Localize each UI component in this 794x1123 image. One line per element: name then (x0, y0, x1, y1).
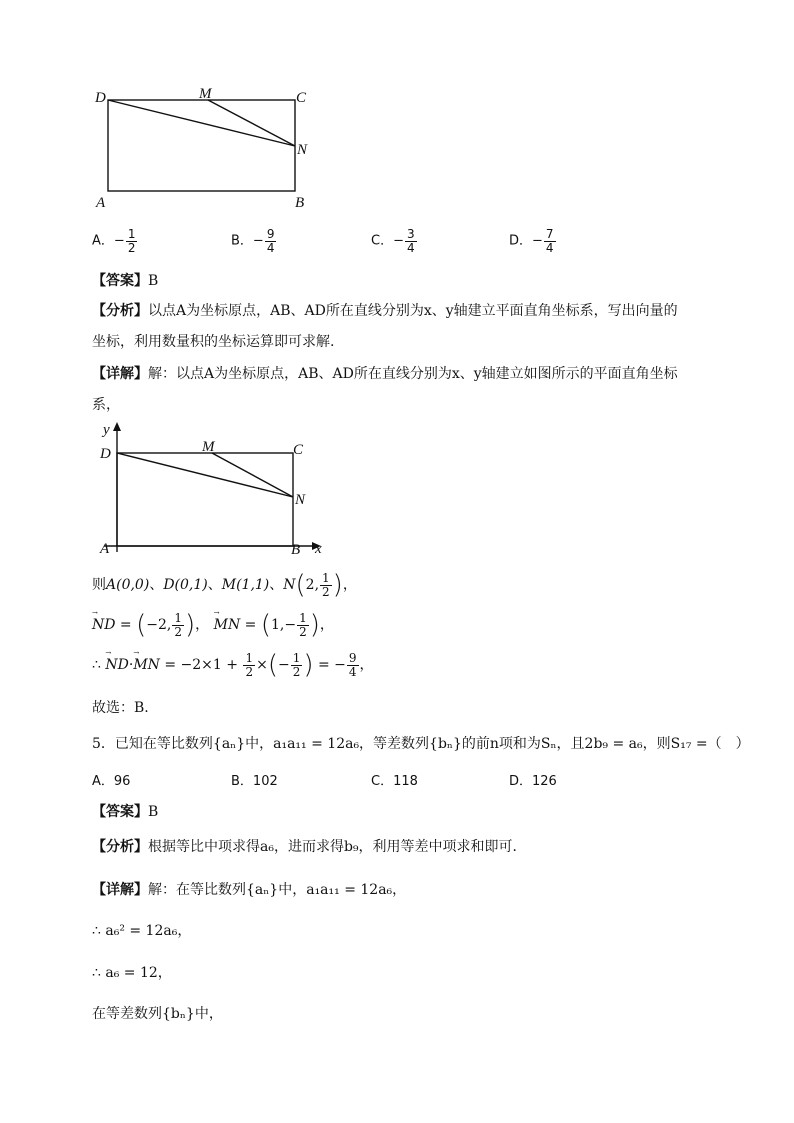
q4-answer: 【答案】B (92, 273, 159, 289)
label-d: D (95, 90, 106, 106)
q5-option-b: B．102 (231, 774, 278, 789)
point-coordinates: 则A(0,0)、D(0,1)、M(1,1)、N(2, $\frac{1}{2}$ )， (92, 570, 357, 600)
q4-option-b: B．− $\frac{9}{4}$ (231, 227, 275, 255)
rect-abcd (108, 100, 295, 191)
segment-dn (108, 100, 295, 146)
label-y: y (103, 422, 110, 438)
rect-abcd-2 (117, 453, 293, 546)
label-b-2: B (291, 542, 301, 558)
q5-option-c: C．118 (371, 774, 418, 789)
segment-dn-2 (117, 453, 293, 497)
q4-option-d: D．− $\frac{7}{4}$ (509, 227, 554, 255)
q5-question: 5．已知在等比数列{aₙ}中，a₁a₁₁ = 12a₆，等差数列{bₙ}的前n项和为Sₙ，且2b₉ = a₆，则S₁₇ =（ ） (92, 736, 750, 752)
q4-option-c: C．− $\frac{3}{4}$ (371, 227, 415, 255)
label-c: C (296, 90, 307, 106)
y-axis-arrow (113, 422, 121, 431)
q4-conclusion: 故选：B. (92, 700, 149, 716)
q4-detail-line1: 【详解】解：以点A为坐标原点，AB、AD所在直线分别为x、y轴建立如图所示的平面直角坐标 (92, 366, 678, 382)
q5-analysis: 【分析】根据等比中项求得a₆，进而求得b₉，利用等差中项求和即可． (92, 839, 527, 855)
label-d-2: D (100, 446, 111, 462)
label-n-2: N (295, 492, 306, 508)
q5-option-d: D．126 (509, 774, 557, 789)
label-a: A (96, 195, 106, 211)
q4-option-a: A．− $\frac{1}{2}$ (92, 227, 136, 255)
segment-mn-2 (212, 453, 293, 497)
q5-step-1: ∴ a₆² = 12a₆， (92, 923, 192, 939)
label-c-2: C (293, 442, 304, 458)
q5-option-a: A．96 (92, 774, 131, 789)
q4-analysis-line2: 坐标，利用数量积的坐标运算即可求解. (92, 334, 335, 350)
dot-product-result: ∴ → ND· → MN = −2×1 + $\frac{1}{2}$ ×(− $\frac{1}{2}$ ) = − $\frac{9}{4}$ ， (92, 649, 374, 680)
label-b: B (295, 195, 305, 211)
q4-detail-line2: 系， (92, 397, 120, 413)
q5-step-2: ∴ a₆ = 12， (92, 965, 172, 981)
q5-answer: 【答案】B (92, 804, 159, 820)
vector-values: → ND = (−2, $\frac{1}{2}$ )， → MN = (1,− $\frac{1}{2}$ )， (92, 609, 334, 640)
label-n: N (297, 142, 308, 158)
q4-analysis-line1: 【分析】以点A为坐标原点，AB、AD所在直线分别为x、y轴建立平面直角坐标系，写出向量的 (92, 303, 678, 319)
rectangle-figure-1 (90, 80, 320, 215)
q5-detail: 【详解】解：在等比数列{aₙ}中，a₁a₁₁ = 12a₆， (92, 882, 407, 898)
label-a-2: A (100, 541, 110, 557)
segment-mn (208, 100, 295, 146)
q5-step-3: 在等差数列{bₙ}中， (92, 1006, 223, 1022)
label-x: x (315, 541, 322, 557)
label-m: M (199, 86, 212, 102)
label-m-2: M (202, 439, 215, 455)
coordinate-figure-2 (90, 420, 340, 560)
